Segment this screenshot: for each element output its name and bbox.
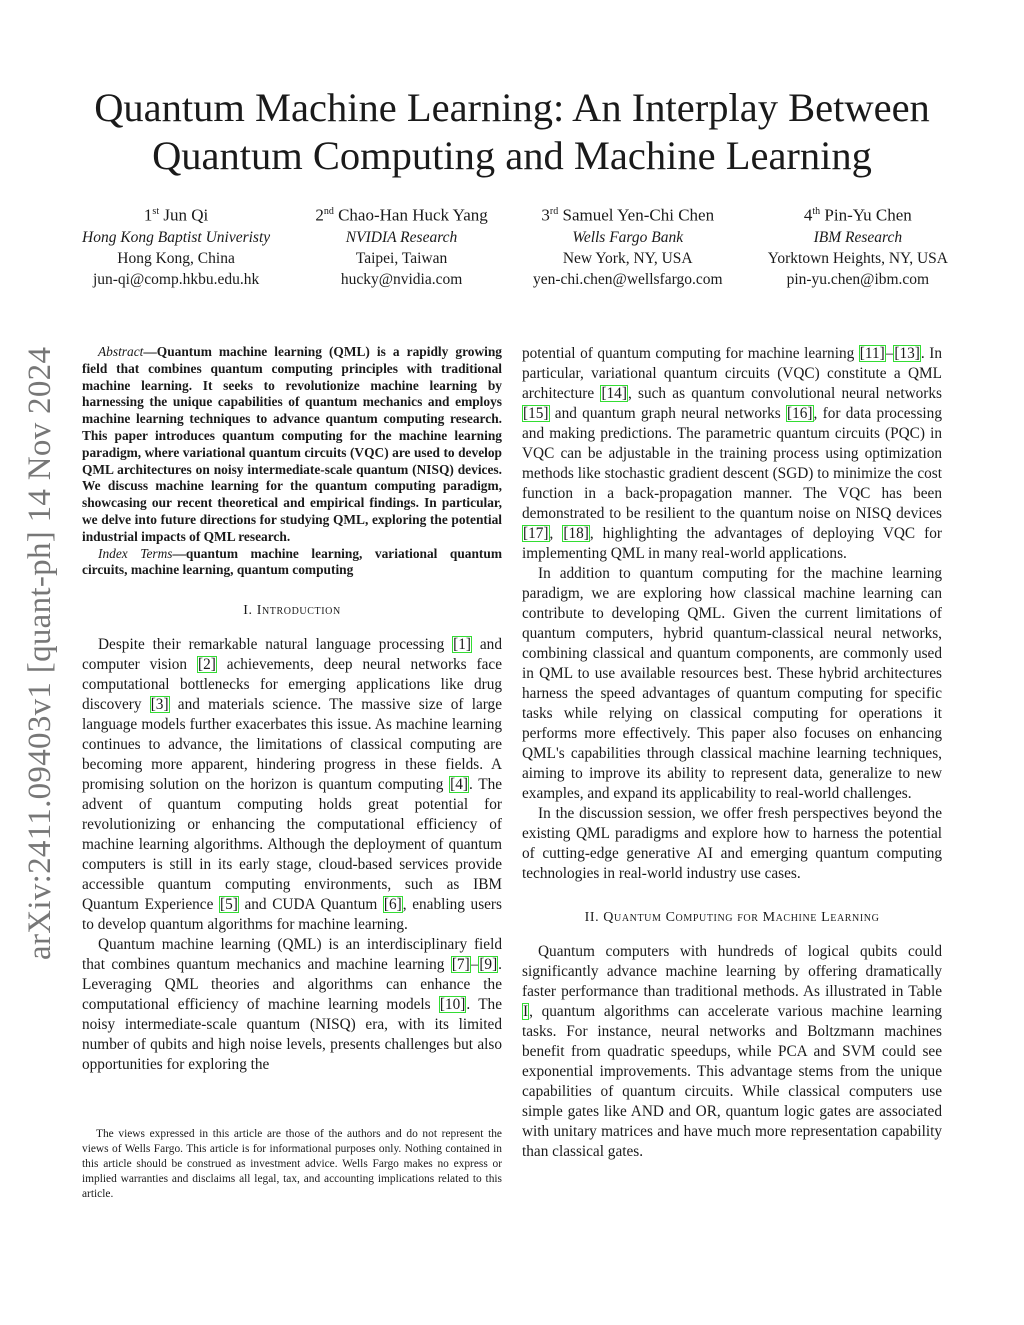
author-affiliation: Wells Fargo Bank [572,228,684,246]
author-block [82,201,270,290]
citation-link[interactable]: [4] [450,776,468,794]
citation-link[interactable]: [10] [439,996,466,1014]
author-name: Jun Qi [163,205,209,225]
citation-link[interactable]: I [523,1003,529,1020]
index-terms [82,546,502,580]
title-line-1: Quantum Machine Learning: An Interplay Between [94,85,930,130]
paragraph: Despite their remarkable natural language processing [1] and computer vision [2] achievements, deep neural networks face computational bottlenecks for emerging applications like drug discovery [3] and materials science. The massive size of large language models further exacerbates this issue. As machine learning continues to advance, the limitations of classical computing are becoming more apparent, hindering progress in these fields. A promising solution on the horizon is quantum computing [4]. The advent of quantum computing holds great potential for revolutionizing or enhancing the computational efficiency of machine learning algorithms. Although the deployment of quantum computers is still in its early stage, cloud-based services provide accessible quantum computing environments, such as IBM Quantum Experience [5] and CUDA Quantum [6], enabling users to develop quantum algorithms for machine learning. [82,636,503,934]
author-location: New York, NY, USA [562,249,693,267]
author-affiliation: IBM Research [813,228,903,246]
author-block [533,201,723,290]
left-column [82,344,502,1075]
author-order: 4 [803,205,813,225]
paragraph: In addition to quantum computing for the machine learning paradigm, we are exploring how classical machine learning can contribute to developing QML. Given the current limitations of quantum computers, hybrid quantum-classical neural networks, combining classical and quantum components, are commonly used in QML to use available resources best. These hybrid architectures harness the speed advantages of quantum computing for specific tasks while relying on classical computing for operations it performs more effectively. This paper also focuses on enhancing QML's capabilities through classical machine learning techniques, aiming to improve its ability to represent data, generalize to new examples, and expand its applicability to real-world challenges. [522,565,942,802]
citation-link[interactable]: [13] [894,345,920,362]
section-title: Introduction [256,603,341,619]
citation-link[interactable]: [11] [859,345,885,362]
section-heading-introduction [82,601,502,621]
author-name: Samuel Yen-Chi Chen [562,205,715,225]
author-order: 2 [315,205,324,225]
author-location: Taipei, Taiwan [355,249,448,267]
author-order-suffix: rd [549,206,559,217]
author-affiliation: NVIDIA Research [345,228,458,246]
author-name: Pin-Yu Chen [824,205,912,225]
paragraph: In the discussion session, we offer fresh perspectives beyond the existing QML paradigms and explore how to harness the potential of cutting-edge generative AI and emerging quantum computing technologies in real-world industry use cases. [522,805,942,882]
citation-link[interactable]: [15] [523,405,549,422]
author-order: 3 [541,205,550,225]
author-order: 1 [143,205,153,225]
citation-link[interactable]: [6] [383,896,402,914]
author-order-suffix: nd [323,206,334,217]
author-order-suffix: st [152,206,160,217]
author-email[interactable]: jun-qi@comp.hkbu.edu.hk [92,270,260,288]
author-email[interactable]: pin-yu.chen@ibm.com [786,270,930,288]
author-email[interactable]: hucky@nvidia.com [340,270,463,288]
section-number: I. [243,603,253,619]
title-line-2: Quantum Computing and Machine Learning [152,133,872,178]
abstract [82,344,502,546]
author-list [82,201,948,290]
citation-link[interactable]: [2] [197,656,216,674]
citation-link[interactable]: [17] [523,525,549,542]
arxiv-stamp: arXiv:2411.09403v1 [quant-ph] 14 Nov 2024 [22,346,58,960]
footnote: The views expressed in this article are those of the authors and do not represent the views of Wells Fargo. This article is for informational purposes only. Nothing contained in this article should be construed as investment advice. Wells Fargo makes no express or implied warranties and disclaims all legal, tax, and accounting implications related to this article. [82,1128,502,1200]
citation-link[interactable]: [7] [451,956,470,974]
index-terms-text: —quantum machine learning, variational quantum circuits, machine learning, quantum computing [82,545,502,578]
section-number: II. [584,910,600,925]
author-email[interactable]: yen-chi.chen@wellsfargo.com [532,270,723,288]
index-terms-label: Index Terms [98,545,173,561]
author-order-suffix: th [812,206,821,217]
paper-title [0,84,1024,180]
citation-link[interactable]: [16] [787,405,813,422]
section-title: Quantum Computing for Machine Learning [603,910,880,925]
abstract-text: —Quantum machine learning (QML) is a rapidly growing field that combines quantum computing principles with traditional machine learning. It seeks to revolutionize machine learning by harnessing the unique capabilities of quantum mechanics and employs machine learning techniques to advance quantum computing research. This paper introduces quantum computing for the machine learning paradigm, where variational quantum circuits (VQC) are used to develop QML architectures on noisy intermediate-scale quantum (NISQ) devices. We discuss machine learning for the quantum computing paradigm, showcasing our recent theoretical and empirical findings. In particular, we delve into future directions for studying QML, exploring the potential industrial impacts of QML research. [82,344,502,544]
right-column [522,344,942,1162]
author-block [768,201,948,290]
paragraph: potential of quantum computing for machine learning [11]–[13]. In particular, variational quantum circuits (VQC) constitute a QML architecture [14], such as quantum convolutional neural networks [15] and quantum graph neural networks [16], for data processing and making predictions. The parametric quantum circuits (PQC) in VQC can be adjustable in the training process using optimization methods like stochastic gradient descent (SGD) to minimize the cost function in a back-propagation manner. The VQC has been demonstrated to be resilient to the quantum noise on NISQ devices [17], [18], highlighting the advantages of deploying VQC for implementing QML in many real-world applications. [522,345,942,562]
author-location: Yorktown Heights, NY, USA [767,249,948,267]
author-affiliation: Hong Kong Baptist Univeristy [82,228,271,246]
citation-link[interactable]: [1] [453,636,471,654]
paragraph: Quantum machine learning (QML) is an interdisciplinary field that combines quantum mechanics and machine learning [7]–[9]. Leveraging QML theories and algorithms can enhance the computational efficiency of machine learning models [10]. The noisy intermediate-scale quantum (NISQ) era, with its limited number of qubits and high noise levels, presents challenges but also opportunities for exploring the [82,936,502,1074]
abstract-label: Abstract [98,344,144,359]
author-name: Chao-Han Huck Yang [338,205,488,225]
paragraph: Quantum computers with hundreds of logical qubits could significantly advance machine learning by offering dramatically faster performance than traditional methods. As illustrated in Table I, quantum algorithms can accelerate various machine learning tasks. For instance, neural networks and Boltzmann machines benefit from quadratic speedups, while PCA and SVM could see exponential improvements. This advantage stems from the unique capabilities of quantum circuits. While classical computers use simple gates like AND and OR, quantum logic gates are associated with unitary matrices and have much more representation capability than classical gates. [522,943,942,1160]
citation-link[interactable]: [18] [563,525,589,542]
citation-link[interactable]: [5] [220,896,238,914]
citation-link[interactable]: [14] [601,385,627,402]
author-location: Hong Kong, China [117,249,235,267]
section-heading-qc-for-ml [522,908,942,928]
author-block [315,201,487,290]
citation-link[interactable]: [9] [479,956,498,974]
citation-link[interactable]: [3] [150,696,169,714]
